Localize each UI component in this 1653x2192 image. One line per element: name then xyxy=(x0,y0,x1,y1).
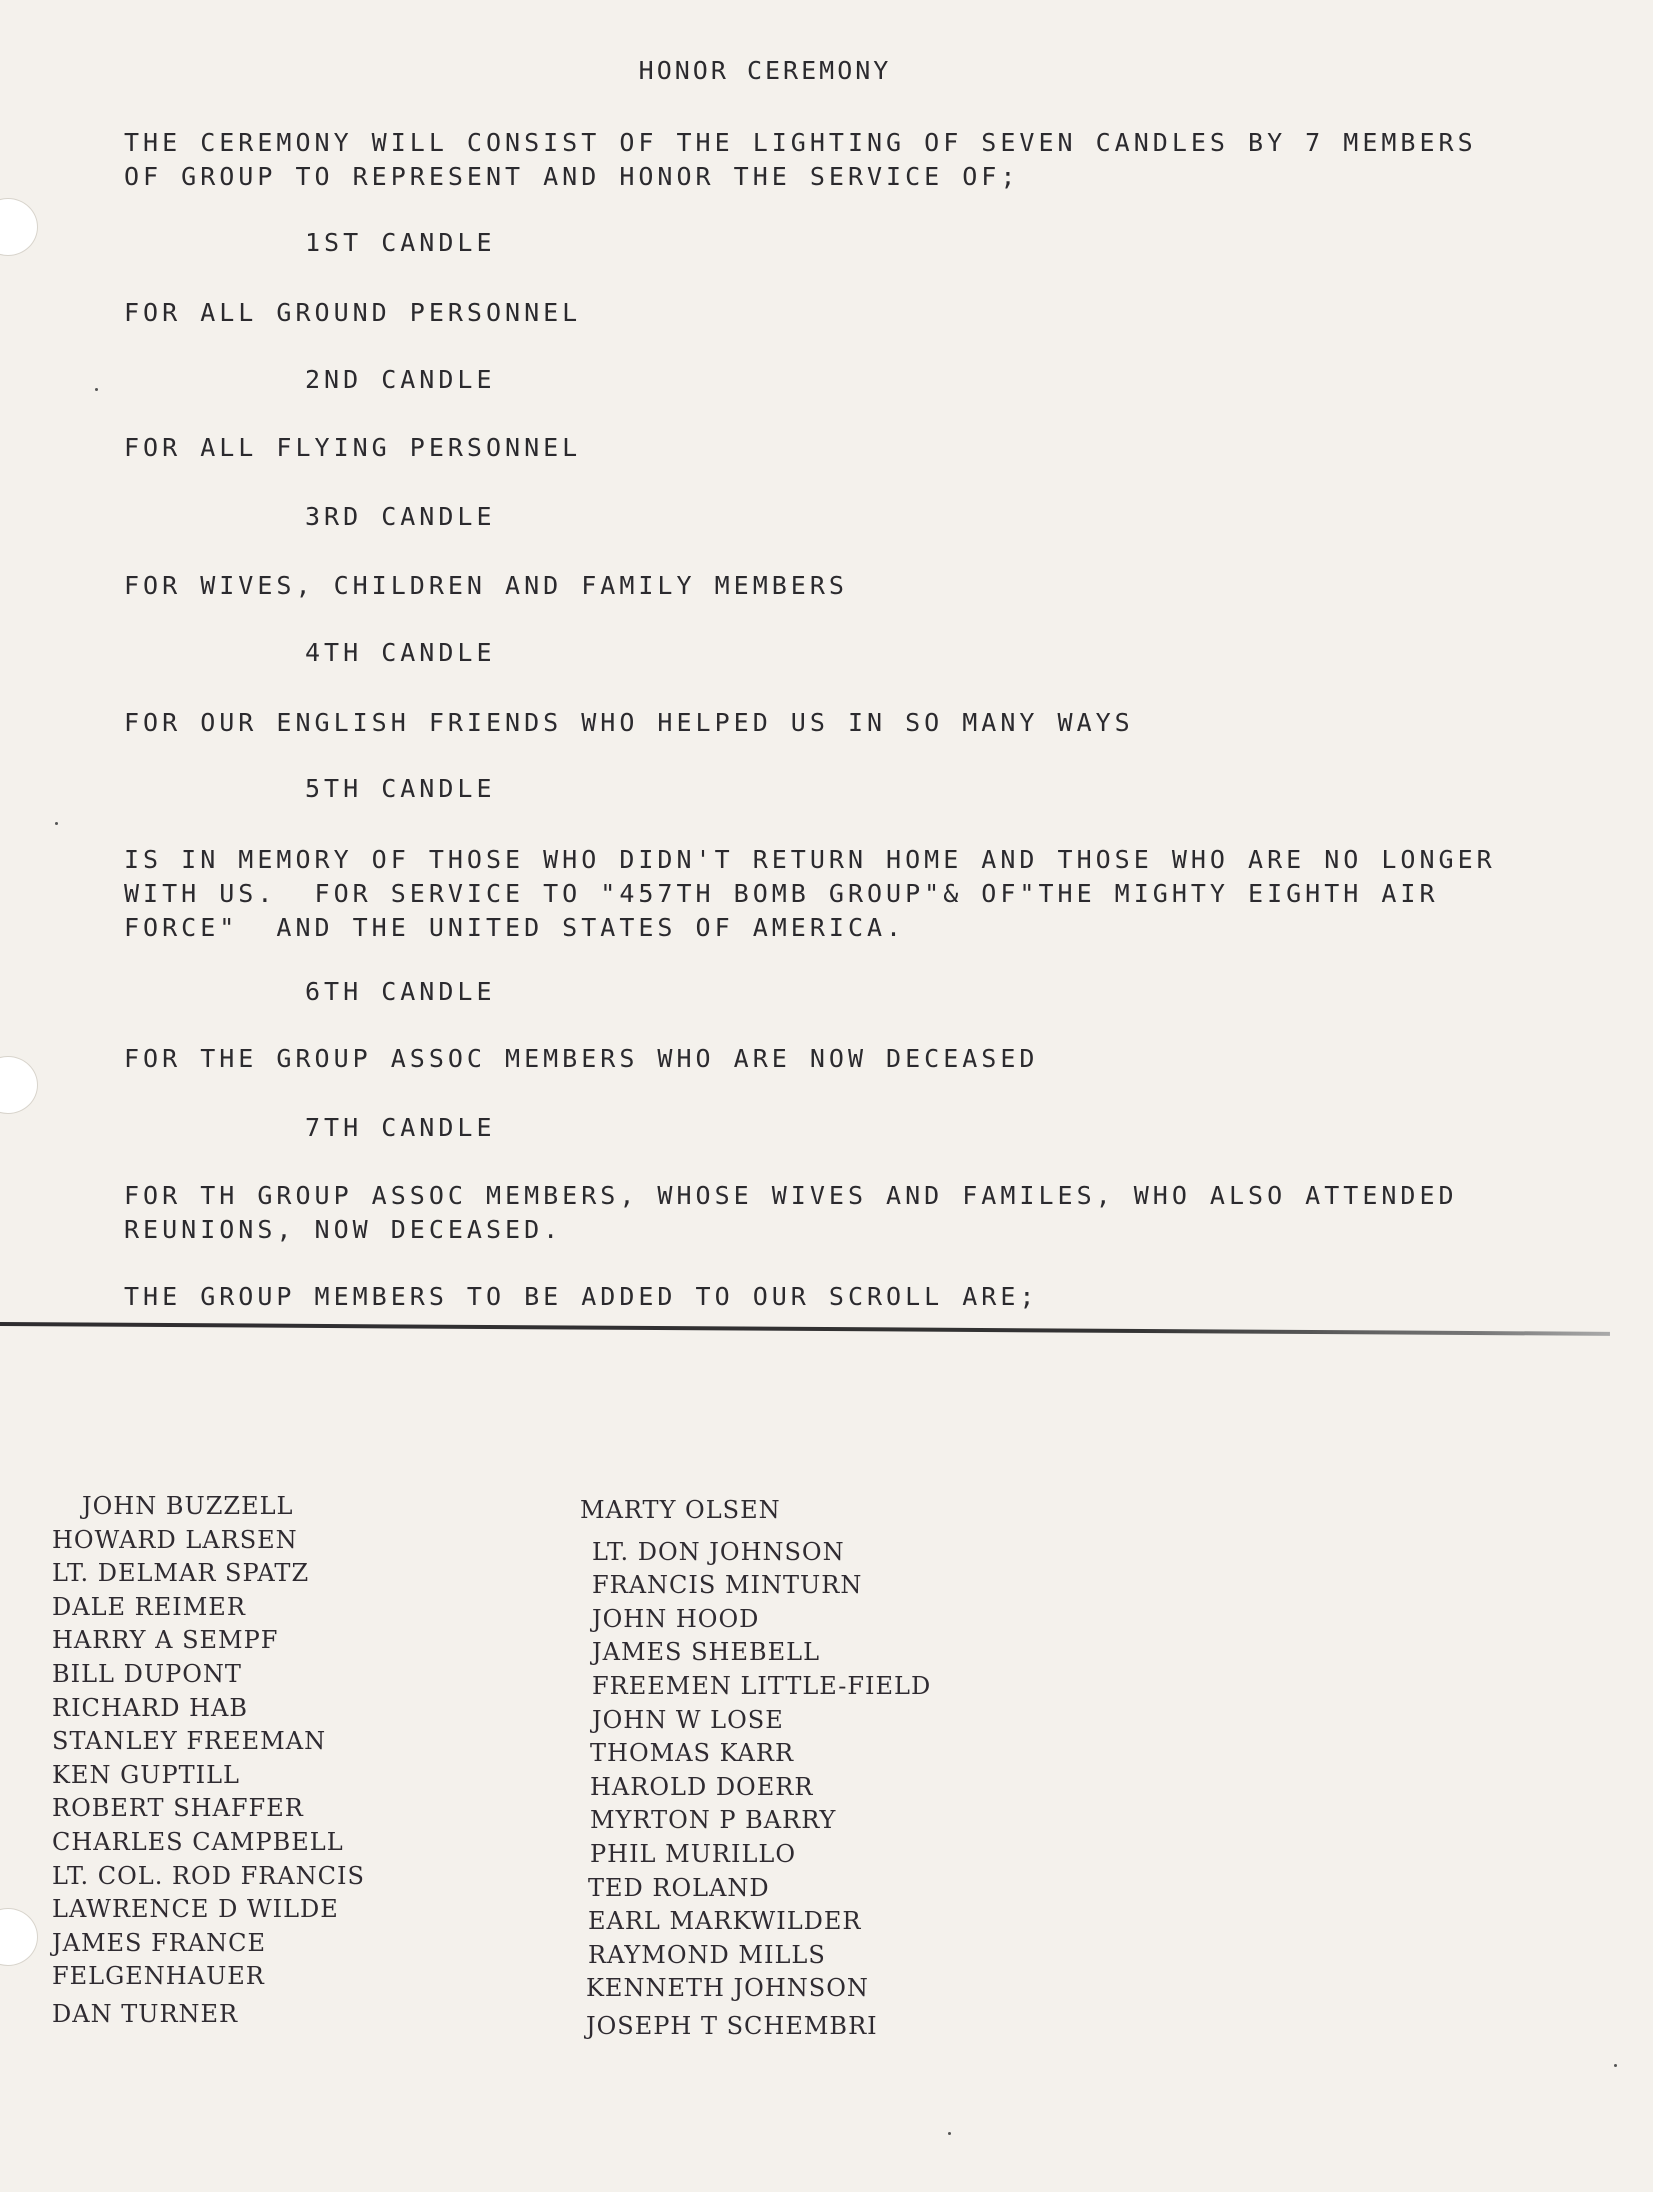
list-item: RICHARD HAB xyxy=(52,1693,249,1722)
closing-line: THE GROUP MEMBERS TO BE ADDED TO OUR SCROLL ARE; xyxy=(124,1282,1039,1311)
candle-heading-4: 4TH CANDLE xyxy=(305,638,496,667)
list-item: JAMES FRANCE xyxy=(52,1928,267,1957)
candle-heading-7: 7TH CANDLE xyxy=(305,1113,496,1142)
list-item: BILL DUPONT xyxy=(52,1659,242,1688)
candle-text-7: FOR TH GROUP ASSOC MEMBERS, WHOSE WIVES AND FAMILES, WHO ALSO ATTENDED REUNIONS, NOW DECEASED. xyxy=(124,1181,1458,1244)
list-item: JOSEPH T SCHEMBRI xyxy=(586,2011,878,2040)
paper-speck xyxy=(1614,2064,1617,2067)
candle-text-4: FOR OUR ENGLISH FRIENDS WHO HELPED US IN SO MANY WAYS xyxy=(124,708,1134,737)
list-item: TED ROLAND xyxy=(588,1873,770,1902)
list-item: JOHN W LOSE xyxy=(592,1705,784,1734)
list-item: JOHN BUZZELL xyxy=(82,1492,294,1520)
paper-speck xyxy=(948,2132,951,2135)
list-item: DAN TURNER xyxy=(52,1999,239,2028)
candle-text-1: FOR ALL GROUND PERSONNEL xyxy=(124,298,582,327)
list-item: HOWARD LARSEN xyxy=(52,1525,298,1554)
list-item: KENNETH JOHNSON xyxy=(586,1974,869,2003)
paper-speck xyxy=(55,822,58,825)
list-item: KEN GUPTILL xyxy=(52,1760,240,1789)
list-item: HAROLD DOERR xyxy=(590,1772,814,1801)
list-item: PHIL MURILLO xyxy=(590,1839,797,1868)
list-item: DALE REIMER xyxy=(52,1592,246,1621)
list-item: STANLEY FREEMAN xyxy=(52,1727,327,1756)
list-item: JAMES SHEBELL xyxy=(592,1638,821,1667)
names-list-right xyxy=(580,1494,931,2044)
list-item: FREEMEN LITTLE-FIELD xyxy=(592,1671,932,1700)
list-item: MARTY OLSEN xyxy=(580,1496,781,1524)
list-item: LAWRENCE D WILDE xyxy=(52,1895,339,1924)
list-item: RAYMOND MILLS xyxy=(588,1940,826,1969)
page-title: HONOR CEREMONY xyxy=(638,56,892,85)
candle-heading-2: 2ND CANDLE xyxy=(305,365,496,394)
list-item: CHARLES CAMPBELL xyxy=(52,1827,344,1856)
paper-speck xyxy=(95,388,98,391)
list-item: LT. COL. ROD FRANCIS xyxy=(52,1861,365,1890)
divider-rule xyxy=(0,1322,1610,1336)
punch-hole-top xyxy=(0,198,38,256)
candle-text-6: FOR THE GROUP ASSOC MEMBERS WHO ARE NOW DECEASED xyxy=(124,1044,1039,1073)
list-item: THOMAS KARR xyxy=(590,1739,795,1768)
candle-text-2: FOR ALL FLYING PERSONNEL xyxy=(124,433,582,462)
candle-heading-5: 5TH CANDLE xyxy=(305,774,496,803)
list-item: ROBERT SHAFFER xyxy=(52,1794,304,1823)
intro-paragraph: THE CEREMONY WILL CONSIST OF THE LIGHTING OF SEVEN CANDLES BY 7 MEMBERS OF GROUP TO REPRESENT AND HONOR THE SERVICE OF; xyxy=(124,128,1477,191)
list-item: MYRTON P BARRY xyxy=(590,1806,837,1835)
list-item: HARRY A SEMPF xyxy=(52,1626,279,1655)
list-item: LT. DON JOHNSON xyxy=(592,1537,845,1566)
list-item: EARL MARKWILDER xyxy=(588,1907,862,1936)
candle-text-5: IS IN MEMORY OF THOSE WHO DIDN'T RETURN HOME AND THOSE WHO ARE NO LONGER WITH US. FOR SERVICE TO "457TH BOMB GROUP"& OF"THE MIGHTY EIGHTH AIR FORCE" AND THE UNITED STATES OF AMERICA. xyxy=(124,845,1496,942)
punch-hole-bottom xyxy=(0,1908,38,1966)
candle-heading-3: 3RD CANDLE xyxy=(305,502,496,531)
names-list-left xyxy=(52,1490,365,2032)
candle-heading-6: 6TH CANDLE xyxy=(305,977,496,1006)
candle-text-3: FOR WIVES, CHILDREN AND FAMILY MEMBERS xyxy=(124,571,848,600)
list-item: JOHN HOOD xyxy=(592,1604,760,1633)
list-item: FRANCIS MINTURN xyxy=(592,1571,863,1600)
list-item: LT. DELMAR SPATZ xyxy=(52,1559,310,1588)
list-item: FELGENHAUER xyxy=(52,1962,265,1991)
candle-heading-1: 1ST CANDLE xyxy=(305,228,496,257)
punch-hole-middle xyxy=(0,1056,38,1114)
